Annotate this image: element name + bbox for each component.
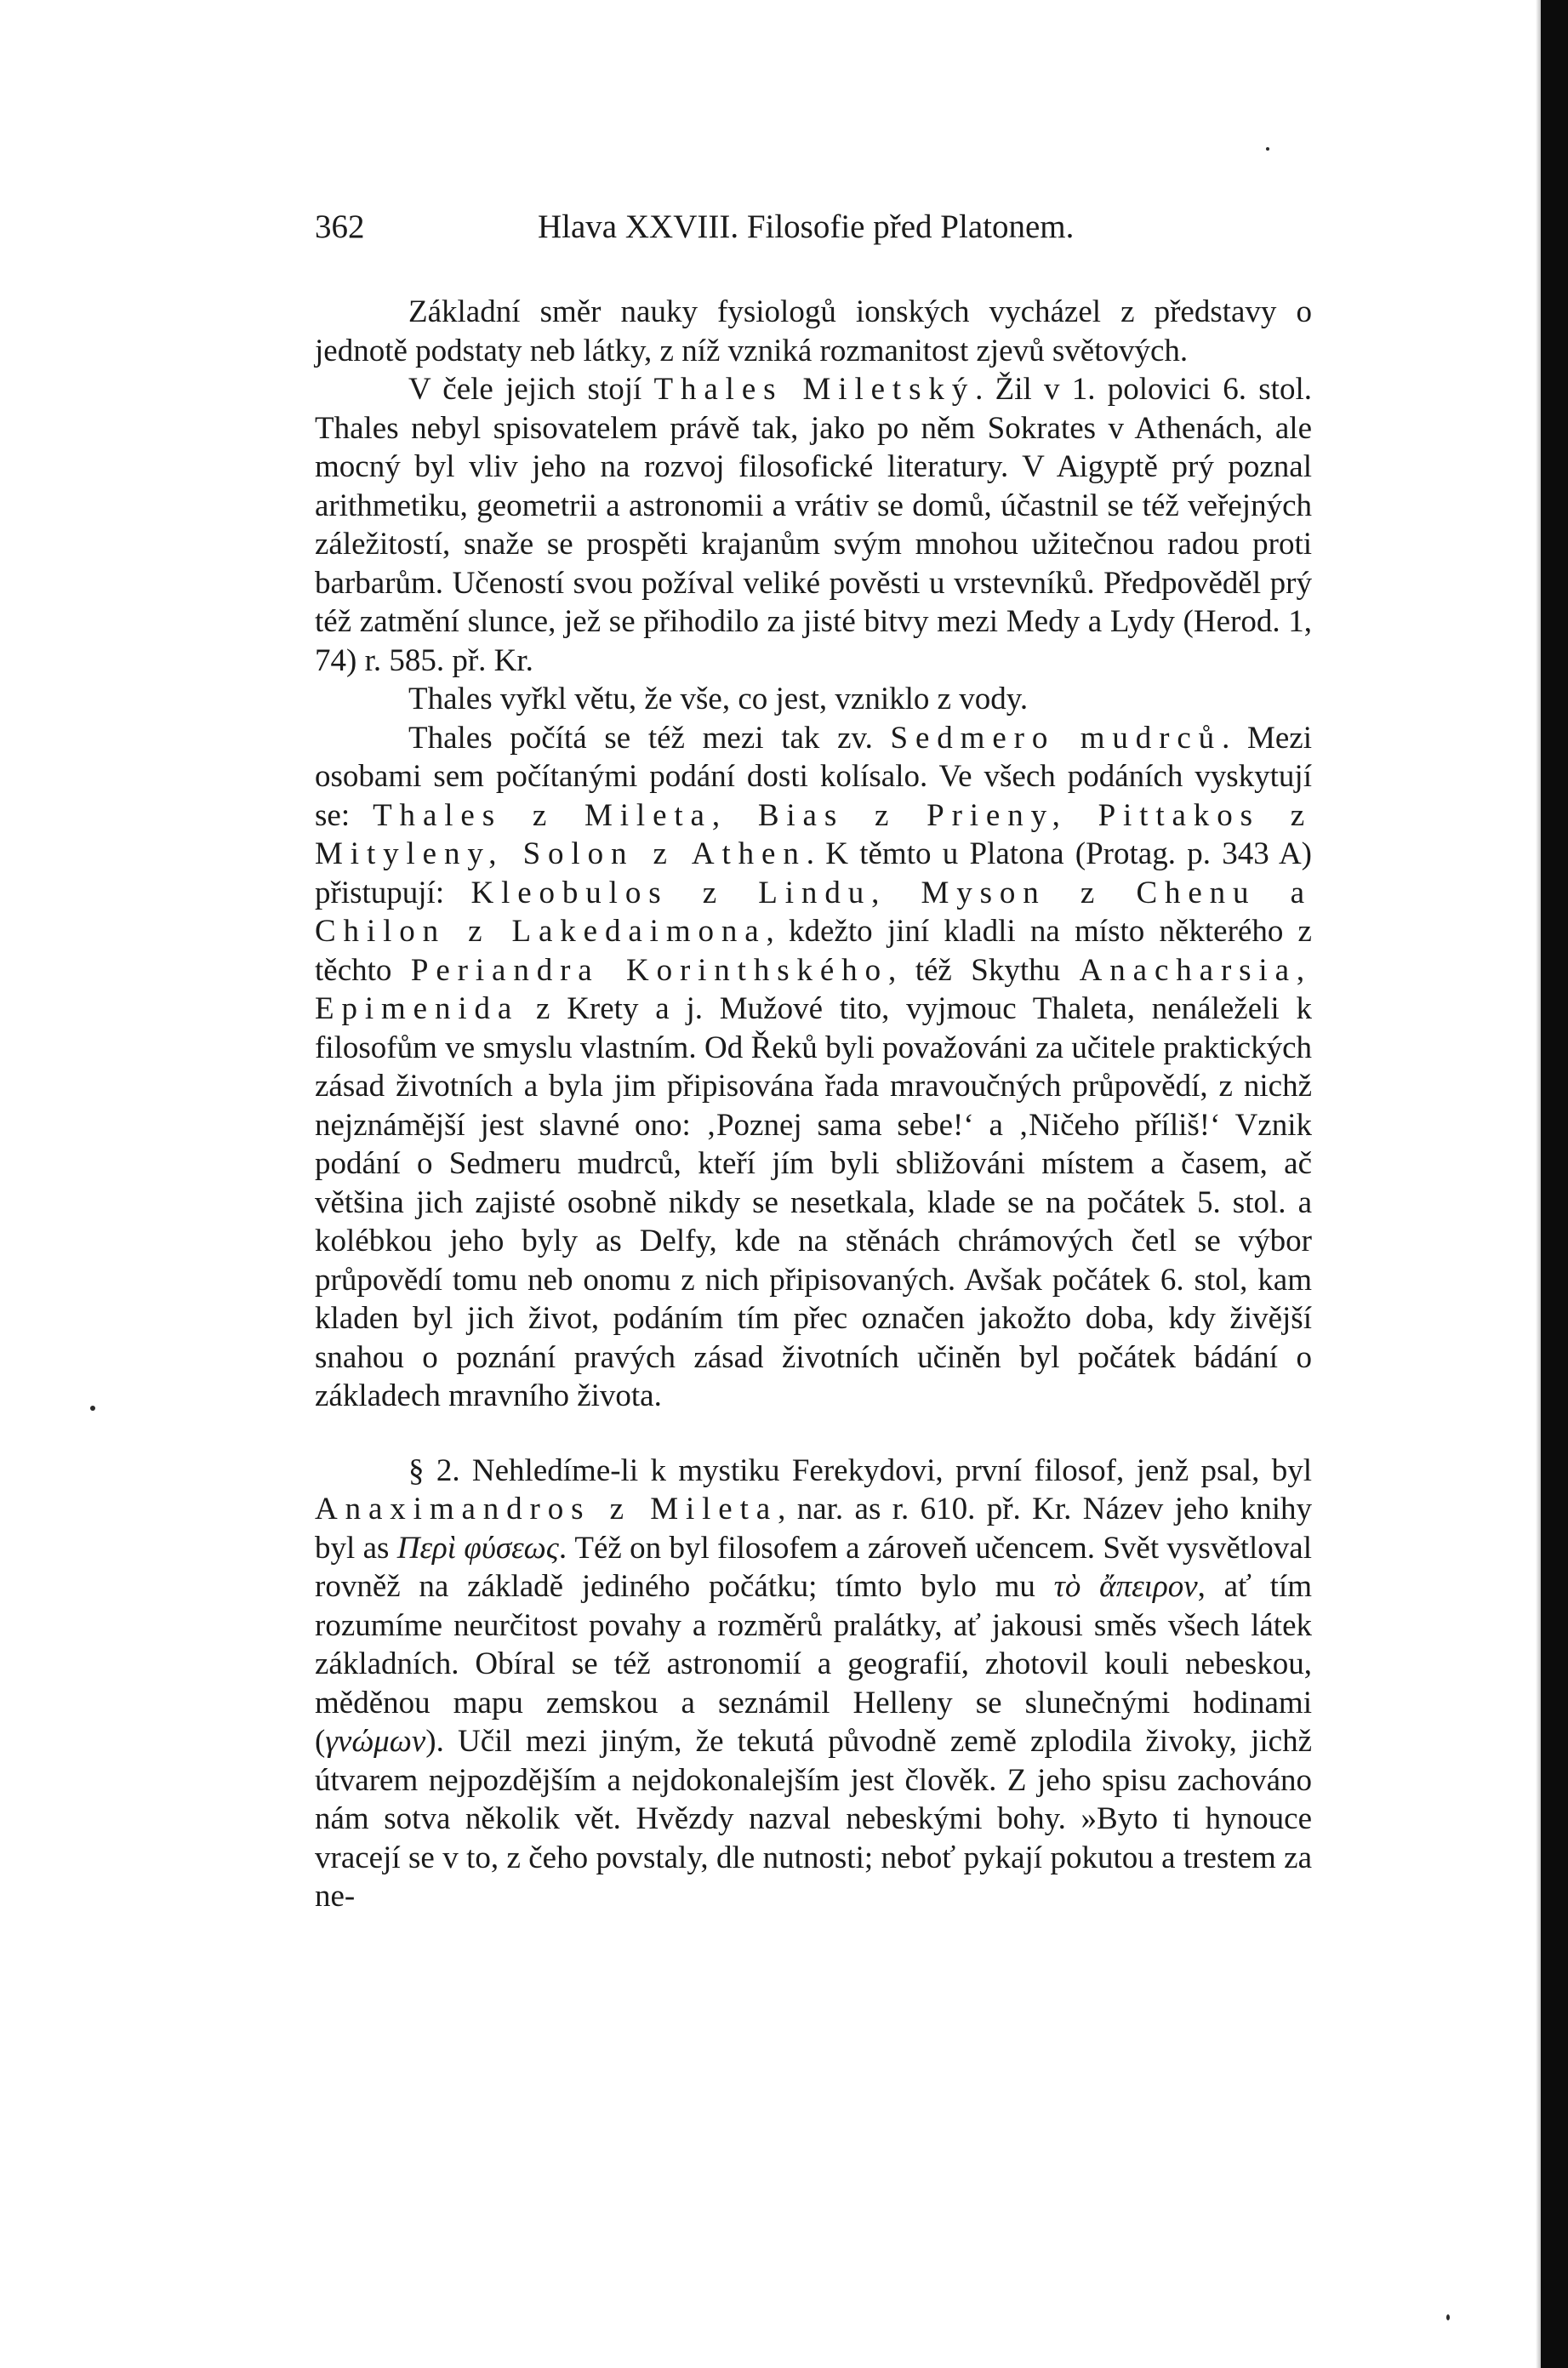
paragraph-thales-water: [315, 680, 1312, 719]
text-run: , též Skythu: [887, 952, 1080, 988]
spaced-name: Thales z Mileta, Bias z Prieny, Pittakos z Mityleny, Solon z Athen: [315, 797, 1312, 871]
text-run: , kdežto jiní kladli na místo některého z těchto: [315, 914, 1312, 988]
text-run: Základní směr nauky fysiologů ionských vycházel z představy o jednotě podstaty neb látky, z níž vzniká rozmanitost zjevů světových.: [315, 294, 1312, 368]
paragraph-thales: [315, 370, 1312, 680]
text-run: , ať tím rozumíme neurčitost povahy a rozměrů pralátky, ať jakousi směs všech látek základních. Obíral se též astronomií a geografií, zhotovil kouli nebeskou, měděnou mapu zemskou a seznámil Helleny se slunečnými hodinami (: [315, 1569, 1312, 1759]
spaced-name: Periandra Korinthského: [410, 952, 888, 988]
text-run: . Též on byl filosofem a zároveň učencem. Svět vysvětloval rovněž na základě jediného počátku; tímto bylo mu: [315, 1530, 1312, 1604]
spaced-name: Sedmero mudrců: [890, 720, 1223, 756]
scan-speck: [1446, 2314, 1450, 2320]
text-run: . K těmto u Platona (Protag. p. 343 A) přistupují:: [315, 836, 1312, 910]
text-run: . Žil v 1. polovici 6. stol. Thales nebyl spisovatelem právě tak, jako po něm Sokrates v Athenách, ale mocný byl vliv jeho na rozvoj filosofické literatury. V Aigyptě prý poznal arithmetiku, geometrii a astronomii a vrátiv se domů, účastnil se též veřejných záležitostí, snaže se prospěti krajanům svým mnohou užitečnou radou proti barbarům. Učeností svou požíval veliké pověsti u vrstevníků. Předpověděl prý též zatmění slunce, jež se přihodilo za jisté bitvy mezi Medy a Lydy (Herod. 1, 74) r. 585. př. Kr.: [315, 372, 1312, 678]
text-run: V čele jejich stojí: [408, 372, 654, 407]
text-run: z Krety a j. Mužové tito, vyjmouc Thaleta, nenáleželi k filosofům ve smyslu vlastním. Od Řeků byli považováni za učitele praktických zásad životních a byla jim připisována řada mravoučných průpovědí, z nichž nejznámější jest slavné ono: ‚Poznej sama sebe!‘ a ‚Ničeho příliš!‘ Vznik podání o Sedmeru mudrců, kteří jím byli sbližováni místem a časem, ač většina jich zajisté osobně nikdy se nesetkala, klade se na počátek 5. stol. a kolébkou jeho byly as Delfy, kde na stěnách chrámových četl se výbor průpovědí tomu neb onomu z nich připisovaných. Avšak počátek 6. stol, kam kladen byl jich život, podáním tím přec označen jakožto doba, kdy živější snahou o poznání pravých zásad životních učiněn byl počátek bádání o základech mravního života.: [315, 991, 1312, 1413]
page-number: 362: [315, 208, 365, 245]
paragraph-ionian-physiologists: [315, 293, 1312, 370]
running-title: Hlava XXVIII. Filosofie před Platonem.: [538, 208, 1075, 245]
book-page: [315, 204, 1312, 1916]
greek-term: τὸ ἄπειρον: [1053, 1569, 1198, 1604]
body-text: [315, 293, 1312, 1916]
spaced-name: Thales Miletský: [653, 372, 976, 407]
greek-term: Περὶ φύσεως: [396, 1530, 559, 1566]
scan-speck: [1266, 147, 1269, 151]
text-run: , nar. as r. 610. př. Kr. Název jeho knihy byl as: [315, 1492, 1312, 1566]
text-run: Thales počítá se též mezi tak zv.: [408, 720, 891, 756]
running-head: [315, 204, 1312, 250]
spaced-name: Anaximandros z Mileta: [315, 1492, 778, 1526]
spaced-name: Kleobulos z Lindu, Myson z Chenu a Chilon z Lakedaimona: [315, 875, 1312, 949]
paragraph-seven-sages: [315, 719, 1312, 1416]
text-run: § 2. Nehledíme-li k mystiku Ferekydovi, první filosof, jenž psal, byl: [408, 1452, 1312, 1488]
scan-speck: [90, 1406, 95, 1411]
text-run: Thales vyřkl větu, že vše, co jest, vzniklo z vody.: [408, 682, 1029, 716]
text-run: ). Učil mezi jiným, že tekutá původně země zplodila živoky, jichž útvarem nejpozdějším a nejdokonalejším jest člověk. Z jeho spisu zachováno nám sotva několik vět. Hvězdy nazval nebeskými bohy. »Byto ti hynouce vracejí se v to, z čeho povstaly, dle nutnosti; neboť pykají pokutou a trestem za ne-: [315, 1724, 1312, 1914]
spaced-name: Anacharsia, Epimenida: [315, 952, 1313, 1026]
greek-term: γνώμων: [325, 1724, 426, 1759]
scan-edge: [1541, 0, 1568, 2368]
text-run: . Mezi osobami sem počítanými podání dosti kolísalo. Ve všech podáních vyskytují se:: [315, 720, 1313, 833]
section-2-anaximandros: [315, 1452, 1312, 1916]
